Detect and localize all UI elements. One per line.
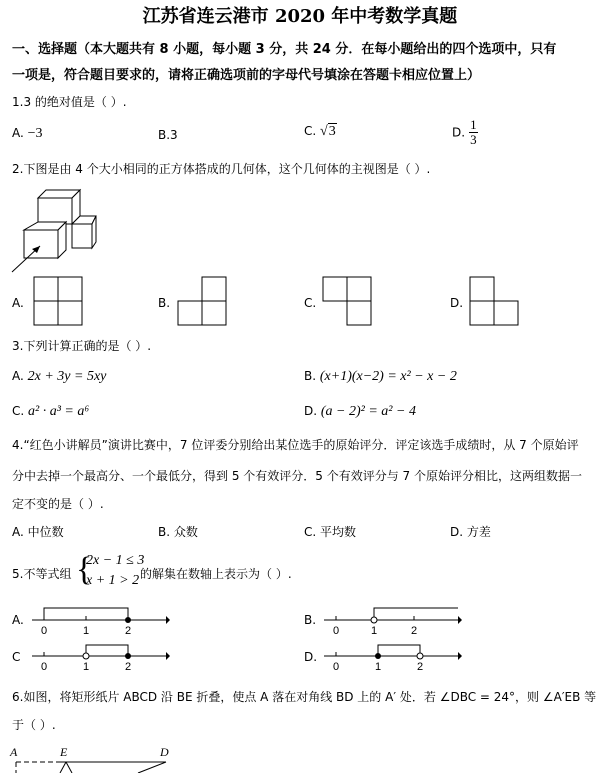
fraction-denominator: 3 — [470, 132, 477, 147]
q2-stem: 2.下图是由 4 个大小相同的正方体搭成的几何体，这个几何体的主视图是（ ）. — [12, 162, 431, 176]
q5-option-b-numberline — [322, 604, 462, 638]
q4-stem-line2: 分中去掉一个最高分、一个最低分，得到 5 个有效评分．5 个有效评分与 7 个原始评分相比，这两组数据一 — [12, 469, 582, 483]
point-label-d: D — [160, 745, 169, 759]
tick-label-0: 0 — [41, 625, 48, 637]
q3-option-c-expr: a² · a³ = a⁶ — [28, 404, 90, 419]
q1-option-d — [452, 118, 478, 147]
q2-option-c-view — [323, 277, 373, 327]
q6-stem-line2: 于（ ）. — [12, 718, 56, 732]
tick-label-2: 2 — [411, 625, 418, 637]
q5-option-c-label: C — [12, 650, 21, 664]
tick-label-1: 1 — [83, 661, 90, 673]
q2-option-d-view — [470, 277, 520, 327]
inequality-system — [86, 551, 144, 591]
tick-label-2: 2 — [125, 661, 132, 673]
q4-option-c: C. 平均数 — [304, 525, 357, 539]
q3-option-b-expr: (x+1)(x−2) = x² − x − 2 — [319, 369, 457, 384]
q2-option-a-label: A. — [12, 296, 24, 310]
page-title: 江苏省连云港市 2020 年中考数学真题 — [142, 6, 458, 27]
q1-stem: 1.3 的绝对值是（ ）. — [12, 95, 127, 109]
q2-option-b-label: B. — [158, 296, 171, 310]
q3-option-d-label: D. — [304, 404, 318, 418]
q3-option-d-expr: (a − 2)² = a² − 4 — [320, 404, 416, 419]
tick-label-0: 0 — [333, 661, 340, 673]
q4-stem-line3: 定不变的是（ ）. — [12, 497, 104, 511]
q5-option-d-numberline — [322, 642, 462, 676]
q4-stem-line1: 4.“红色小讲解员”演讲比赛中，7 位评委分别给出某位选手的原始评分．评定该选手成绩时，从 7 个原始评 — [12, 438, 579, 452]
q3-option-b-label: B. — [304, 369, 317, 383]
q3-option-d — [304, 404, 416, 420]
tick-label-1: 1 — [83, 625, 90, 637]
tick-label-0: 0 — [41, 661, 48, 673]
q3-option-c — [12, 404, 89, 420]
fraction-numerator: 1 — [470, 117, 477, 132]
q1-option-a — [12, 126, 43, 142]
q1-option-c — [304, 124, 337, 140]
tick-label-0: 0 — [333, 625, 340, 637]
q3-option-a — [12, 369, 106, 385]
tick-label-1: 1 — [371, 625, 378, 637]
q4-option-d: D. 方差 — [450, 525, 491, 539]
q5-option-a-label: A. — [12, 613, 24, 627]
q6-stem-line1: 6.如图，将矩形纸片 ABCD 沿 BE 折叠，使点 A 落在对角线 BD 上的 A′ 处．若 ∠DBC = 24°，则 ∠A′EB 等 — [12, 690, 597, 704]
q5-option-c-numberline — [30, 642, 170, 676]
q2-option-d-label: D. — [450, 296, 464, 310]
inequality-1: 2x − 1 ≤ 3 — [86, 553, 145, 568]
q5-option-b-label: B. — [304, 613, 317, 627]
q5-option-a-numberline — [30, 604, 170, 638]
q3-option-a-expr: 2x + 3y = 5xy — [27, 369, 107, 384]
q1-option-a-label: A. — [12, 126, 24, 140]
q1-option-c-label: C. — [304, 124, 317, 138]
tick-label-2: 2 — [125, 625, 132, 637]
q1-option-b: B.3 — [158, 128, 178, 142]
section-heading-line1: 一、选择题（本大题共有 8 小题，每小题 3 分，共 24 分．在每小题给出的四个选项中，只有 — [12, 42, 557, 57]
q3-option-b — [304, 369, 457, 385]
q6-rectangle-figure — [8, 744, 188, 773]
tick-label-2: 2 — [417, 661, 424, 673]
q4-option-a: A. 中位数 — [12, 525, 64, 539]
system-brace: { — [76, 551, 93, 588]
q2-option-c-label: C. — [304, 296, 317, 310]
q3-stem: 3.下列计算正确的是（ ）. — [12, 339, 152, 353]
q3-option-c-label: C. — [12, 404, 25, 418]
q5-option-d-label: D. — [304, 650, 318, 664]
q3-option-a-label: A. — [12, 369, 24, 383]
q2-option-b-view — [178, 277, 228, 327]
q5-prefix: 5.不等式组 — [12, 567, 72, 581]
point-label-a: A — [10, 745, 18, 759]
q2-option-a-view — [34, 277, 84, 327]
sqrt-symbol: √3 — [320, 124, 336, 139]
q1-option-c-radicand: 3 — [328, 124, 336, 139]
q1-option-d-label: D. — [452, 125, 466, 140]
tick-label-1: 1 — [375, 661, 382, 673]
point-label-e: E — [60, 745, 68, 759]
q1-option-a-value: −3 — [27, 126, 43, 141]
q5-suffix: 的解集在数轴上表示为（ ）. — [140, 567, 292, 581]
q2-cube-figure — [10, 186, 100, 276]
fraction — [469, 118, 478, 147]
q4-option-b: B. 众数 — [158, 525, 198, 539]
inequality-2: x + 1 > 2 — [86, 573, 140, 588]
section-heading-line2: 一项是，符合题目要求的，请将正确选项前的字母代号填涂在答题卡相应位置上） — [12, 68, 481, 83]
